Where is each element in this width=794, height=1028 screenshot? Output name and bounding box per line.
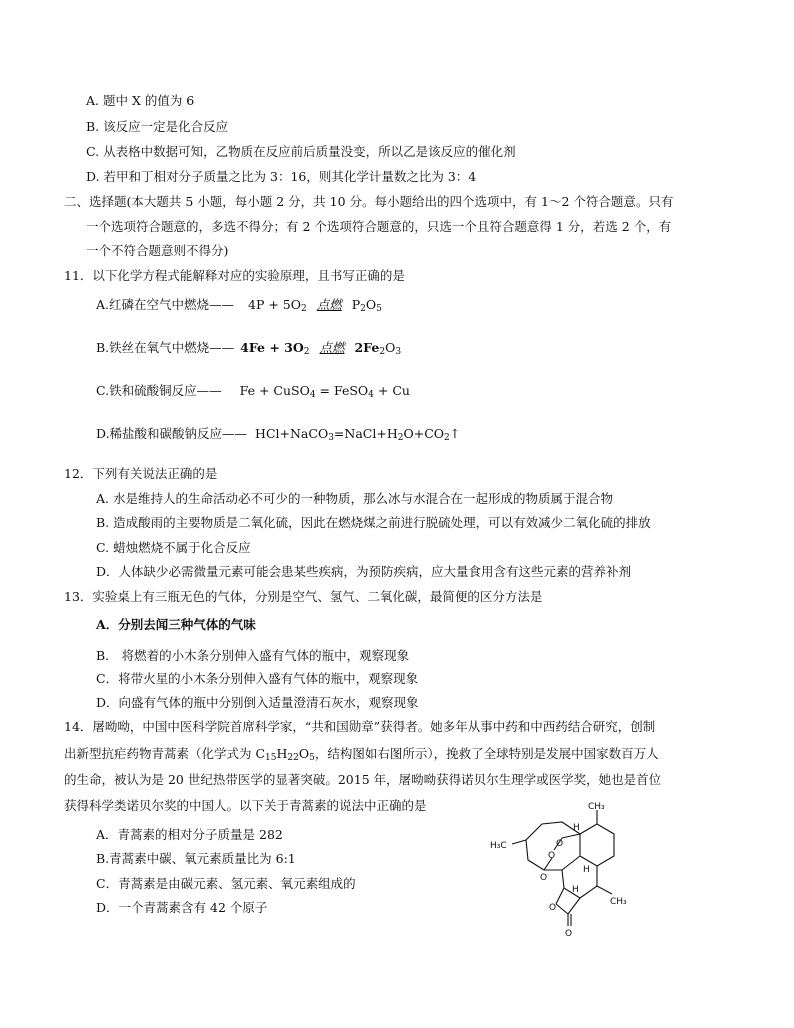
artemisinin-structure-diagram bbox=[488, 800, 638, 940]
q11-b-product: 2Fe bbox=[354, 340, 380, 355]
molecule-methyl-label: CH₃ bbox=[588, 802, 605, 812]
q11-d-eq: O+CO bbox=[403, 426, 445, 441]
q11-c-eq: = FeSO bbox=[315, 383, 369, 398]
q11-b-product: O bbox=[385, 340, 396, 355]
q11-c-eq: + Cu bbox=[373, 383, 410, 398]
q11-a-sub: 5 bbox=[376, 304, 382, 314]
q13-option-c: C．将带火星的小木条分别伸入盛有气体的瓶中，观察现象 bbox=[96, 671, 419, 686]
q11-d-label: D.稀盐酸和碳酸钠反应—— bbox=[96, 426, 248, 441]
q13-stem: 13．实验桌上有三瓶无色的气体，分别是空气、氢气、二氧化碳，最简便的区分方法是 bbox=[64, 589, 543, 604]
prev-option-c: C. 从表格中数据可知，乙物质在反应前后质量没变，所以乙是该反应的催化剂 bbox=[86, 144, 516, 159]
q11-b-sub: 2 bbox=[379, 347, 386, 357]
q11-b-sub: 3 bbox=[395, 347, 402, 357]
q11-d-eq: =NaCl+H bbox=[333, 426, 398, 441]
q14-sub: 15 bbox=[265, 753, 277, 763]
q11-a-sub: 2 bbox=[301, 304, 307, 314]
q14-sub: 5 bbox=[309, 753, 315, 763]
prev-option-d: D. 若甲和丁相对分子质量之比为 3：16，则其化学计量数之比为 3：4 bbox=[86, 169, 477, 184]
q14-stem-line2 bbox=[64, 745, 659, 763]
molecule-o-label: O bbox=[549, 903, 557, 913]
q11-option-d bbox=[96, 425, 460, 443]
q13-option-d: D．向盛有气体的瓶中分别倒入适量澄清石灰水，观察现象 bbox=[96, 695, 419, 710]
q11-stem: 11．以下化学方程式能解释对应的实验原理，且书写正确的是 bbox=[64, 268, 405, 283]
q13-option-b: B． 将燃着的小木条分别伸入盛有气体的瓶中，观察现象 bbox=[96, 648, 410, 663]
q14-option-a: A．青蒿素的相对分子质量是 282 bbox=[96, 827, 283, 842]
section-instructions-line2: 一个选项符合题意的，多选不得分；有 2 个选项符合题意的，只选一个且符合题意得 1 分，若选 2 个，有 bbox=[86, 219, 672, 234]
q12-option-c: C. 蜡烛燃烧不属于化合反应 bbox=[96, 540, 251, 555]
q11-a-sub: 2 bbox=[360, 304, 366, 314]
q11-b-eq: 4Fe + 3O bbox=[240, 340, 304, 355]
q12-option-a: A. 水是维持人的生命活动必不可少的一种物质，那么冰与水混合在一起形成的物质属于混合物 bbox=[96, 491, 613, 506]
q11-option-b bbox=[96, 339, 401, 357]
q14-text: ，结构图如右图所示），挽救了全球特别是发展中国家数百万人 bbox=[314, 746, 659, 761]
q14-stem-line4: 获得科学类诺贝尔奖的中国人。以下关于青蒿素的说法中正确的是 bbox=[64, 798, 427, 813]
q11-a-label: A.红磷在空气中燃烧—— bbox=[96, 297, 235, 312]
q14-option-b: B.青蒿素中碳、氧元素质量比为 6:1 bbox=[96, 851, 296, 866]
q14-stem-line1: 14．屠呦呦，中国中医科学院首席科学家，“共和国勋章”获得者。她多年从事中药和中西药结合研究，创制 bbox=[64, 719, 656, 734]
q14-text: 出新型抗疟药物青蒿素（化学式为 C bbox=[64, 746, 266, 761]
q11-c-sub: 4 bbox=[309, 390, 316, 400]
molecule-h-label: H bbox=[583, 865, 590, 875]
q13-option-a: A．分别去闻三种气体的气味 bbox=[96, 617, 256, 632]
q14-sub: 22 bbox=[287, 753, 299, 763]
molecule-o-label: O bbox=[540, 873, 548, 883]
molecule-h-label: H bbox=[572, 885, 579, 895]
q14-option-d: D．一个青蒿素含有 42 个原子 bbox=[96, 900, 268, 915]
q14-text: H bbox=[276, 746, 288, 761]
q14-text: O bbox=[298, 746, 310, 761]
q11-d-sub: 2 bbox=[444, 433, 450, 443]
molecule-o-label: O bbox=[556, 839, 564, 849]
q11-b-condition: 点燃 bbox=[319, 340, 345, 355]
q11-d-sub: 2 bbox=[397, 433, 404, 443]
prev-option-b: B. 该反应一定是化合反应 bbox=[86, 119, 229, 134]
q12-option-b: B. 造成酸雨的主要物质是二氧化硫，因此在燃烧煤之前进行脱硫处理，可以有效减少二氧化硫的排放 bbox=[96, 515, 651, 530]
prev-option-a: A. 题中 X 的值为 6 bbox=[86, 93, 195, 108]
q11-option-a bbox=[96, 296, 382, 314]
q11-d-sub: 3 bbox=[328, 433, 334, 443]
molecule-methyl-label: CH₃ bbox=[610, 897, 627, 907]
q11-b-label: B.铁丝在氧气中燃烧—— bbox=[96, 340, 235, 355]
molecule-h-label: H bbox=[573, 823, 580, 833]
q11-c-label: C.铁和硫酸铜反应—— bbox=[96, 383, 222, 398]
q11-b-sub: 2 bbox=[303, 347, 310, 357]
q11-a-product: P bbox=[351, 297, 361, 312]
q12-option-d: D．人体缺少必需微量元素可能会患某些疾病，为预防疾病，应大量食用含有这些元素的营养补剂 bbox=[96, 564, 632, 579]
q14-option-c: C．青蒿素是由碳元素、氢元素、氧元素组成的 bbox=[96, 876, 356, 891]
q11-c-eq: Fe + CuSO bbox=[239, 383, 310, 398]
molecule-methyl-label: H₃C bbox=[490, 841, 507, 851]
q11-a-eq: 4P + 5O bbox=[248, 297, 301, 312]
q11-d-gas-arrow: ↑ bbox=[449, 426, 461, 441]
q11-a-product: O bbox=[365, 297, 377, 312]
q14-stem-line3: 的生命，被认为是 20 世纪热带医学的显著突破。2015 年，屠呦呦获得诺贝尔生理学或医学奖，她也是首位 bbox=[64, 772, 662, 787]
q11-option-c bbox=[96, 382, 410, 400]
molecule-o-label: O bbox=[548, 851, 556, 861]
section-instructions-line3: 一个不符合题意则不得分) bbox=[86, 243, 229, 258]
q11-a-condition: 点燃 bbox=[316, 297, 342, 312]
q11-c-sub: 4 bbox=[368, 390, 374, 400]
molecule-o-label: O bbox=[565, 929, 573, 939]
section-heading: 二、选择题(本大题共 5 小题，每小题 2 分，共 10 分。每小题给出的四个选项中，有 1～2 个符合题意。只有 bbox=[64, 194, 674, 209]
q11-d-eq: HCl+NaCO bbox=[255, 426, 329, 441]
q12-stem: 12．下列有关说法正确的是 bbox=[64, 466, 218, 481]
